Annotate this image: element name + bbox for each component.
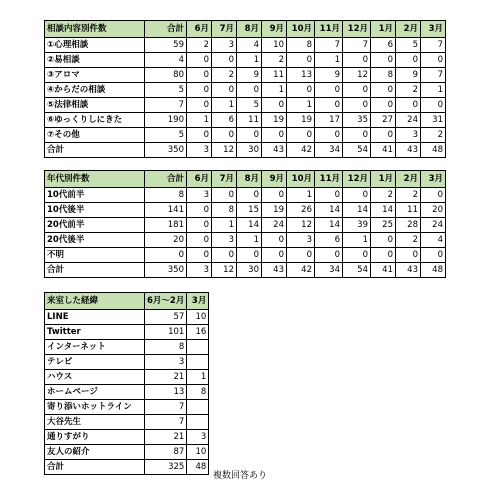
cell-value: 9月 (262, 171, 287, 188)
cell-value: 0 (371, 128, 396, 143)
table-row (45, 415, 209, 430)
row-label: 寄り添いホットライン (45, 400, 145, 415)
cell-value: 41 (371, 263, 396, 278)
cell-value: 20 (421, 203, 446, 218)
table-row (45, 370, 209, 385)
cell-value: 0 (315, 128, 343, 143)
cell-value: 14 (315, 218, 343, 233)
cell-value: 43 (262, 143, 287, 158)
cell-value: 3 (145, 355, 187, 370)
cell-value: 31 (421, 113, 446, 128)
cell-value: 8 (145, 188, 187, 203)
header-row (45, 293, 209, 310)
row-label: ①心理相談 (45, 38, 145, 53)
cell-value: 2 (262, 53, 287, 68)
cell-value: 14 (315, 203, 343, 218)
table-row (45, 340, 209, 355)
cell-value: 0 (262, 128, 287, 143)
cell-value: 1月 (371, 21, 396, 38)
row-label: インターネット (45, 340, 145, 355)
footnote: 複数回答あり (212, 471, 267, 481)
cell-value: 8 (145, 340, 187, 355)
table-row (45, 385, 209, 400)
cell-value: 1 (287, 188, 315, 203)
cell-value: 0 (237, 248, 262, 263)
cell-value: 13 (145, 385, 187, 400)
table-row (45, 38, 446, 53)
cell-value: 10 (187, 445, 209, 460)
cell-value: 0 (396, 248, 421, 263)
cell-value: 1 (212, 98, 237, 113)
table-row (45, 188, 446, 203)
row-label: 20代前半 (45, 218, 145, 233)
cell-value: 0 (237, 128, 262, 143)
table-row (45, 400, 209, 415)
table-row (45, 310, 209, 325)
cell-value: 24 (262, 218, 287, 233)
row-label: 大谷先生 (45, 415, 145, 430)
cell-value: 2 (396, 188, 421, 203)
cell-value: 11月 (315, 171, 343, 188)
cell-value: 57 (145, 310, 187, 325)
cell-value: 0 (371, 83, 396, 98)
cell-value: 0 (212, 248, 237, 263)
cell-value: 11 (262, 68, 287, 83)
table-row (45, 233, 446, 248)
cell-value: 0 (237, 83, 262, 98)
table-row (45, 53, 446, 68)
cell-value: 合計 (145, 21, 187, 38)
cell-value: 1 (421, 83, 446, 98)
cell-value: 0 (315, 188, 343, 203)
cell-value: 0 (187, 203, 212, 218)
cell-value: 8月 (237, 21, 262, 38)
cell-value: 7 (145, 415, 187, 430)
cell-value: 0 (237, 188, 262, 203)
cell-value: 27 (371, 113, 396, 128)
row-label: 合計 (45, 263, 145, 278)
cell-value: 325 (145, 460, 187, 475)
row-label: LINE (45, 310, 145, 325)
cell-value: 0 (421, 53, 446, 68)
cell-value: 87 (145, 445, 187, 460)
visit-route-table-body (45, 293, 209, 475)
cell-value: 12 (343, 68, 371, 83)
cell-value: 9 (315, 68, 343, 83)
cell-value: 43 (396, 143, 421, 158)
cell-value: 0 (343, 83, 371, 98)
table-row (45, 430, 209, 445)
row-label: 合計 (45, 460, 145, 475)
cell-value: 0 (145, 248, 187, 263)
cell-value: 9 (396, 68, 421, 83)
cell-value: 190 (145, 113, 187, 128)
table-row (45, 218, 446, 233)
cell-value: 7 (343, 38, 371, 53)
cell-value: 24 (396, 113, 421, 128)
cell-value: 8月 (237, 171, 262, 188)
cell-value: 1 (187, 370, 209, 385)
cell-value: 80 (145, 68, 187, 83)
cell-value: 7 (145, 98, 187, 113)
cell-value: 0 (262, 248, 287, 263)
cell-value: 0 (187, 83, 212, 98)
cell-value: 19 (262, 113, 287, 128)
cell-value: 0 (287, 83, 315, 98)
row-label: 通りすがり (45, 430, 145, 445)
cell-value: 11 (396, 203, 421, 218)
row-label: 不明 (45, 248, 145, 263)
cell-value: 11月 (315, 21, 343, 38)
cell-value: 0 (287, 53, 315, 68)
cell-value: 0 (187, 53, 212, 68)
cell-value: 2 (187, 38, 212, 53)
cell-value: 13 (287, 68, 315, 83)
cell-value: 2 (396, 83, 421, 98)
cell-value: 0 (262, 188, 287, 203)
cell-value: 2 (421, 128, 446, 143)
cell-value: 141 (145, 203, 187, 218)
cell-value: 42 (287, 263, 315, 278)
cell-value: 26 (287, 203, 315, 218)
cell-value (187, 340, 209, 355)
row-label: Twitter (45, 325, 145, 340)
row-label: ④からだの相談 (45, 83, 145, 98)
cell-value: 0 (187, 68, 212, 83)
cell-value: 1 (287, 98, 315, 113)
cell-value: 30 (237, 263, 262, 278)
cell-value: 24 (421, 218, 446, 233)
cell-value: 54 (343, 143, 371, 158)
total-row (45, 143, 446, 158)
cell-value: 0 (262, 233, 287, 248)
table-row (45, 445, 209, 460)
row-label: ⑥ゆっくりしにきた (45, 113, 145, 128)
cell-value: 0 (315, 83, 343, 98)
cell-value: 7 (421, 38, 446, 53)
cell-value: 9月 (262, 21, 287, 38)
cell-value: 350 (145, 263, 187, 278)
cell-value: 3月 (421, 171, 446, 188)
cell-value: 1 (262, 83, 287, 98)
cell-value: 16 (187, 325, 209, 340)
total-row (45, 263, 446, 278)
cell-value: 1 (315, 53, 343, 68)
cell-value: 25 (371, 218, 396, 233)
row-label: テレビ (45, 355, 145, 370)
age-table-body (45, 171, 446, 278)
cell-value: 5 (145, 128, 187, 143)
cell-value: 1月 (371, 171, 396, 188)
cell-value: 8 (371, 68, 396, 83)
cell-value: 1 (187, 113, 212, 128)
cell-value: 0 (421, 248, 446, 263)
cell-value: 3 (212, 38, 237, 53)
cell-value (187, 400, 209, 415)
cell-value: 19 (262, 203, 287, 218)
cell-value: 14 (371, 203, 396, 218)
cell-value: 0 (396, 98, 421, 113)
table-row (45, 248, 446, 263)
cell-value: 10月 (287, 171, 315, 188)
cell-value: 2月 (396, 21, 421, 38)
table-row (45, 128, 446, 143)
cell-value: 合計 (145, 171, 187, 188)
row-label: ②易相談 (45, 53, 145, 68)
visit-route-table (44, 292, 209, 475)
cell-value: 101 (145, 325, 187, 340)
row-label: ハウス (45, 370, 145, 385)
cell-value: 19 (287, 113, 315, 128)
cell-value: 20 (145, 233, 187, 248)
cell-value: 0 (371, 98, 396, 113)
cell-value: 0 (287, 128, 315, 143)
cell-value: 15 (237, 203, 262, 218)
cell-value: 3 (287, 233, 315, 248)
cell-value: 5 (237, 98, 262, 113)
cell-value: 2月 (396, 171, 421, 188)
cell-value: 2 (212, 68, 237, 83)
cell-value: 3 (187, 430, 209, 445)
row-label: ⑦その他 (45, 128, 145, 143)
cell-value: 41 (371, 143, 396, 158)
table-row (45, 355, 209, 370)
cell-value: 0 (343, 98, 371, 113)
row-label: ⑤法律相談 (45, 98, 145, 113)
cell-value: 35 (343, 113, 371, 128)
cell-value: 12月 (343, 171, 371, 188)
cell-value: 0 (187, 128, 212, 143)
cell-value: 0 (187, 248, 212, 263)
table-row (45, 203, 446, 218)
cell-value: 4 (237, 38, 262, 53)
row-label: ホームページ (45, 385, 145, 400)
cell-value: 7 (421, 68, 446, 83)
cell-value: 0 (371, 53, 396, 68)
cell-value: 0 (396, 53, 421, 68)
table-row (45, 83, 446, 98)
cell-value: 6 (212, 113, 237, 128)
cell-value: 0 (212, 83, 237, 98)
cell-value: 6 (315, 233, 343, 248)
cell-value: 48 (421, 143, 446, 158)
cell-value (187, 415, 209, 430)
cell-value: 7月 (212, 171, 237, 188)
cell-value: 2 (396, 233, 421, 248)
cell-value: 21 (145, 430, 187, 445)
cell-value (187, 355, 209, 370)
cell-value: 0 (212, 128, 237, 143)
cell-value: 0 (343, 248, 371, 263)
cell-value: 3 (187, 188, 212, 203)
age-table (44, 170, 446, 278)
cell-value: 0 (343, 188, 371, 203)
cell-value: 0 (187, 218, 212, 233)
cell-value: 350 (145, 143, 187, 158)
row-label: 合計 (45, 143, 145, 158)
header-row (45, 171, 446, 188)
cell-value: 5 (145, 83, 187, 98)
cell-value: 12 (212, 263, 237, 278)
cell-value: 48 (187, 460, 209, 475)
cell-value: 12月 (343, 21, 371, 38)
cell-value: 9 (237, 68, 262, 83)
cell-value: 7 (145, 400, 187, 415)
row-label: ③アロマ (45, 68, 145, 83)
cell-value: 181 (145, 218, 187, 233)
row-label: 来室した経緯 (45, 293, 145, 310)
cell-value: 0 (287, 248, 315, 263)
cell-value: 0 (212, 188, 237, 203)
cell-value: 0 (343, 128, 371, 143)
cell-value: 10 (187, 310, 209, 325)
cell-value: 59 (145, 38, 187, 53)
cell-value: 42 (287, 143, 315, 158)
table-row (45, 68, 446, 83)
cell-value: 0 (421, 188, 446, 203)
row-label: 相談内容別件数 (45, 21, 145, 38)
table-row (45, 325, 209, 340)
cell-value: 4 (421, 233, 446, 248)
header-row (45, 21, 446, 38)
cell-value: 30 (237, 143, 262, 158)
cell-value: 21 (145, 370, 187, 385)
cell-value: 12 (212, 143, 237, 158)
cell-value: 14 (237, 218, 262, 233)
cell-value: 8 (187, 385, 209, 400)
row-label: 10代後半 (45, 203, 145, 218)
consultation-table (44, 20, 446, 158)
cell-value: 54 (343, 263, 371, 278)
cell-value: 12 (287, 218, 315, 233)
cell-value: 48 (421, 263, 446, 278)
cell-value: 0 (421, 98, 446, 113)
cell-value: 0 (371, 233, 396, 248)
cell-value: 0 (343, 53, 371, 68)
cell-value: 7 (315, 38, 343, 53)
cell-value: 0 (371, 248, 396, 263)
cell-value: 17 (315, 113, 343, 128)
row-label: 年代別件数 (45, 171, 145, 188)
cell-value: 43 (396, 263, 421, 278)
cell-value: 1 (343, 233, 371, 248)
cell-value: 43 (262, 263, 287, 278)
cell-value: 5 (396, 38, 421, 53)
cell-value: 14 (343, 203, 371, 218)
cell-value: 2 (371, 188, 396, 203)
cell-value: 4 (145, 53, 187, 68)
cell-value: 6 (371, 38, 396, 53)
cell-value: 3月 (421, 21, 446, 38)
cell-value: 3 (187, 143, 212, 158)
cell-value: 0 (212, 53, 237, 68)
cell-value: 7月 (212, 21, 237, 38)
cell-value: 10月 (287, 21, 315, 38)
cell-value: 3 (187, 263, 212, 278)
cell-value: 0 (187, 98, 212, 113)
consultation-table-body (45, 21, 446, 158)
cell-value: 3 (396, 128, 421, 143)
cell-value: 34 (315, 143, 343, 158)
table-row (45, 113, 446, 128)
cell-value: 11 (237, 113, 262, 128)
cell-value: 0 (315, 98, 343, 113)
cell-value: 8 (287, 38, 315, 53)
row-label: 20代後半 (45, 233, 145, 248)
table-row (45, 98, 446, 113)
cell-value: 6月 (187, 171, 212, 188)
cell-value: 6月〜2月 (145, 293, 187, 310)
cell-value: 1 (237, 233, 262, 248)
cell-value: 1 (212, 218, 237, 233)
row-label: 10代前半 (45, 188, 145, 203)
cell-value: 6月 (187, 21, 212, 38)
cell-value: 28 (396, 218, 421, 233)
cell-value: 0 (187, 233, 212, 248)
cell-value: 10 (262, 38, 287, 53)
cell-value: 34 (315, 263, 343, 278)
cell-value: 0 (315, 248, 343, 263)
cell-value: 8 (212, 203, 237, 218)
row-label: 友人の紹介 (45, 445, 145, 460)
cell-value: 0 (262, 98, 287, 113)
cell-value: 3月 (187, 293, 209, 310)
cell-value: 39 (343, 218, 371, 233)
cell-value: 1 (237, 53, 262, 68)
cell-value: 3 (212, 233, 237, 248)
